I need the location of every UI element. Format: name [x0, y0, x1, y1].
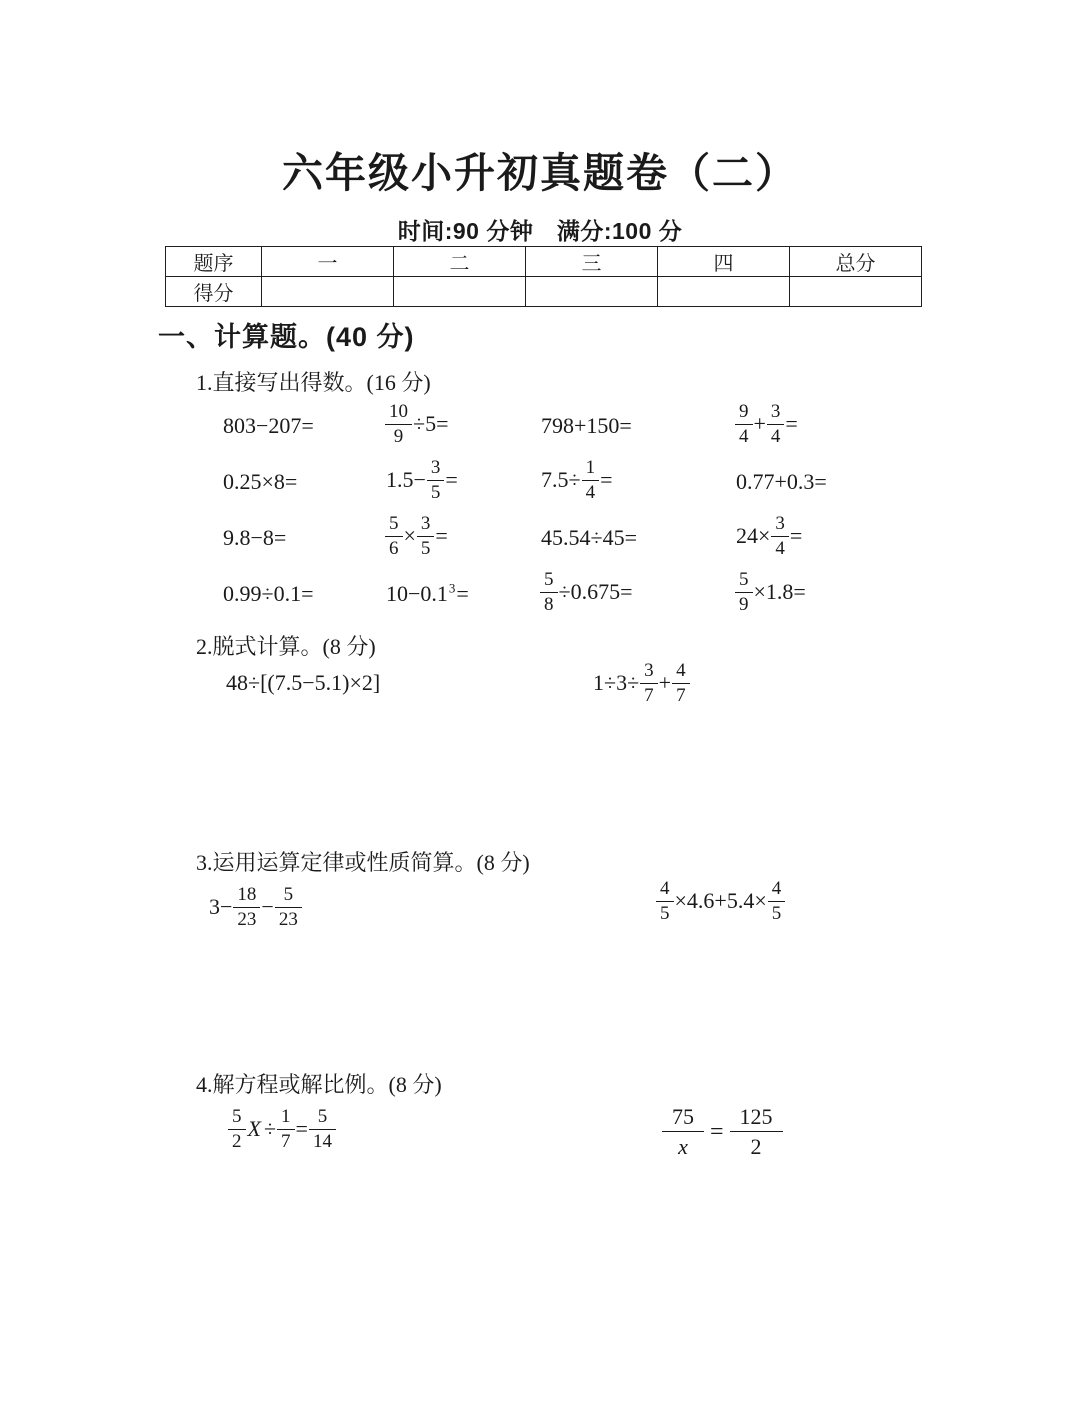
score-table-blank-cell	[262, 277, 394, 307]
math-text: ÷	[263, 1115, 277, 1141]
question-2-label: 2.脱式计算。(8 分)	[196, 634, 376, 659]
q3-expression-left	[208, 886, 302, 932]
fraction-denominator: 6	[389, 538, 399, 559]
quick-calc-problem	[385, 403, 540, 449]
math-text: =	[456, 581, 469, 606]
math-text: 7.5÷	[541, 467, 581, 493]
quick-calc-problem	[385, 581, 540, 607]
math-text: 10−0.1	[386, 581, 448, 606]
fraction-denominator: 23	[278, 908, 298, 930]
math-text: ×4.6+5.4×	[674, 887, 767, 913]
score-table-row-label: 得分	[166, 277, 262, 307]
fraction	[540, 569, 558, 615]
score-table-corner-label: 题序	[166, 247, 262, 277]
fraction-denominator: 4	[775, 538, 785, 559]
score-table-blank-cell	[790, 277, 922, 307]
math-text: ×1.8=	[753, 579, 806, 605]
math-text: 1÷3÷	[593, 669, 640, 695]
fraction	[582, 457, 600, 503]
fraction-numerator: 5	[275, 884, 302, 908]
fraction-denominator: 5	[660, 902, 670, 924]
fraction	[662, 1104, 704, 1158]
fraction-numerator: 9	[735, 401, 753, 425]
math-text: ÷5=	[413, 411, 449, 437]
fraction-numerator: 5	[309, 1106, 336, 1130]
math-text: 24×	[736, 523, 771, 549]
fraction	[730, 1104, 783, 1158]
fraction-numerator: 4	[768, 878, 786, 902]
quick-calc-problem	[222, 413, 385, 439]
fraction	[735, 401, 753, 447]
quick-calc-grid	[222, 398, 902, 622]
fraction-denominator: 8	[544, 594, 554, 615]
fraction-denominator: 4	[770, 426, 781, 447]
fraction	[228, 1106, 246, 1152]
q3-expression-right	[656, 880, 785, 926]
fraction-denominator: x	[678, 1134, 688, 1160]
quick-calc-problem	[222, 469, 385, 495]
quick-calc-problem	[385, 459, 540, 505]
fraction-denominator: 7	[644, 684, 654, 706]
fraction	[735, 569, 753, 615]
fraction	[385, 401, 412, 447]
math-text: 0.99÷0.1=	[223, 581, 314, 606]
score-table-score-row	[166, 277, 922, 307]
score-table-blank-cell	[658, 277, 790, 307]
math-text: 0.25×8=	[223, 469, 298, 494]
question-3-label: 3.运用运算定律或性质简算。(8 分)	[196, 850, 530, 875]
fraction-numerator: 5	[385, 513, 403, 537]
score-table-header-cell: 三	[526, 247, 658, 277]
fraction-numerator: 3	[640, 660, 658, 684]
math-text: 798+150=	[541, 413, 632, 438]
fraction-numerator: 75	[662, 1104, 704, 1132]
variable: X	[247, 1115, 261, 1141]
fraction-denominator: 4	[585, 482, 596, 503]
fraction	[385, 513, 403, 559]
fraction-numerator: 18	[233, 884, 260, 908]
math-text: 45.54÷45=	[541, 525, 637, 550]
exam-info: 时间:90 分钟 满分:100 分	[397, 218, 683, 244]
section-1-heading: 一、计算题。(40 分)	[158, 322, 415, 352]
math-text: =	[789, 523, 803, 549]
math-text: ×	[403, 523, 416, 549]
question-4-label: 4.解方程或解比例。(8 分)	[196, 1072, 442, 1097]
fraction-denominator: 23	[237, 908, 257, 930]
fraction-denominator: 4	[739, 426, 749, 447]
fraction-denominator: 9	[739, 594, 749, 615]
q2-expression-right	[592, 662, 690, 708]
quick-calc-problem	[540, 459, 735, 505]
fraction	[640, 660, 658, 706]
score-table-blank-cell	[526, 277, 658, 307]
score-table-header-cell: 二	[394, 247, 526, 277]
math-text: =	[295, 1115, 308, 1141]
math-text: =	[785, 411, 798, 437]
fraction	[309, 1106, 336, 1152]
math-text: −	[261, 893, 274, 919]
fraction-numerator: 5	[228, 1106, 246, 1130]
fraction-numerator: 3	[771, 513, 789, 537]
fraction-numerator: 3	[427, 457, 445, 481]
fraction	[771, 513, 789, 559]
quick-calc-problem	[540, 413, 735, 439]
fraction-numerator: 4	[672, 660, 690, 684]
fraction-numerator: 3	[767, 401, 785, 425]
math-text: =	[710, 1118, 724, 1145]
fraction	[233, 884, 260, 930]
quick-calc-problem	[735, 469, 902, 495]
quick-calc-problem	[540, 525, 735, 551]
fraction	[275, 884, 302, 930]
quick-calc-problem	[735, 571, 902, 617]
math-text: ÷0.675=	[558, 579, 633, 605]
score-table-header-row	[166, 247, 922, 277]
question-1-label: 1.直接写出得数。(16 分)	[196, 370, 431, 395]
fraction-denominator: 9	[393, 426, 404, 447]
math-text: =	[600, 467, 613, 493]
math-text: 803−207=	[223, 413, 314, 438]
fraction-denominator: 7	[281, 1130, 291, 1152]
fraction-numerator: 5	[540, 569, 558, 593]
quick-calc-problem	[735, 403, 902, 449]
page-title: 六年级小升初真题卷（二）	[282, 150, 798, 196]
fraction-numerator: 10	[385, 401, 412, 425]
fraction	[672, 660, 690, 706]
score-table-blank-cell	[394, 277, 526, 307]
fraction-numerator: 4	[656, 878, 674, 902]
quick-calc-problem	[540, 571, 735, 617]
fraction-denominator: 5	[771, 902, 782, 924]
quick-calc-problem	[735, 515, 902, 561]
fraction-numerator: 1	[277, 1106, 295, 1130]
score-table-header-cell: 一	[262, 247, 394, 277]
math-text: =	[435, 523, 448, 549]
fraction	[656, 878, 674, 924]
q2-expression-left	[225, 670, 381, 696]
math-text: =	[445, 467, 458, 493]
fraction-denominator: 2	[232, 1130, 242, 1152]
quick-calc-problem	[385, 515, 540, 561]
fraction-denominator: 5	[430, 482, 441, 503]
fraction	[427, 457, 445, 503]
score-table-header-cell: 总分	[790, 247, 922, 277]
math-text: +	[753, 411, 766, 437]
math-text: 0.77+0.3=	[736, 469, 827, 494]
fraction-denominator: 7	[676, 684, 686, 706]
math-text: 3−	[209, 893, 233, 919]
exponent: 3	[448, 580, 456, 596]
fraction-numerator: 5	[735, 569, 753, 593]
math-text: 48÷[(7.5−5.1)×2]	[226, 670, 381, 695]
score-table	[165, 246, 922, 307]
q4-equation-left	[228, 1108, 336, 1154]
score-table-header-cell: 四	[658, 247, 790, 277]
fraction-denominator: 5	[420, 538, 431, 559]
fraction-denominator: 2	[750, 1134, 762, 1160]
fraction-numerator: 1	[582, 457, 600, 481]
fraction-numerator: 125	[730, 1104, 783, 1132]
fraction	[767, 401, 785, 447]
quick-calc-problem	[222, 525, 385, 551]
fraction-numerator: 3	[417, 513, 435, 537]
math-text: 9.8−8=	[223, 525, 287, 550]
quick-calc-problem	[222, 581, 385, 607]
math-text: 1.5−	[386, 467, 426, 493]
q4-proportion-right	[662, 1106, 783, 1160]
fraction	[277, 1106, 295, 1152]
fraction	[417, 513, 435, 559]
fraction	[768, 878, 786, 924]
fraction-denominator: 14	[312, 1130, 332, 1152]
math-text: +	[658, 669, 672, 695]
